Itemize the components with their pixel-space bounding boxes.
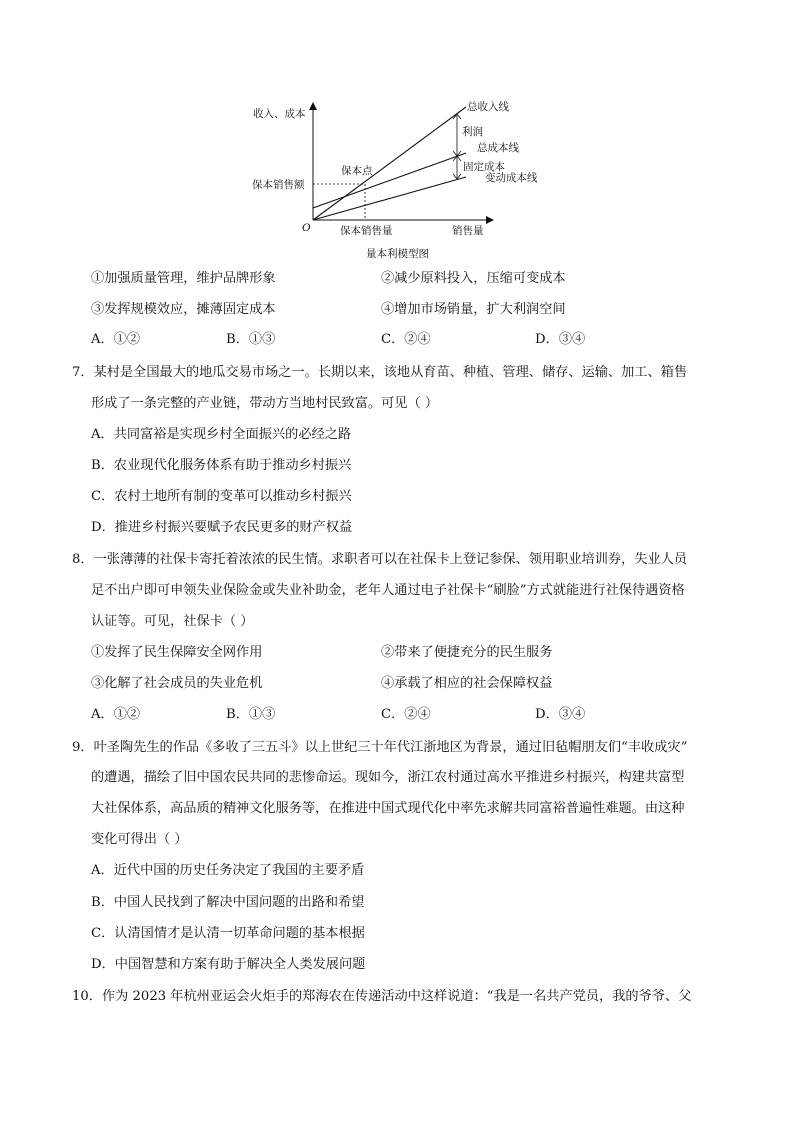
- q7-choice-b: B．农业现代化服务体系有助于推动乡村振兴: [91, 458, 352, 473]
- q6-option-1: ①加强质量管理，维护品牌形象: [91, 271, 276, 286]
- q7-choice-d: D．推进乡村振兴要赋予农民更多的财产权益: [91, 520, 353, 535]
- q8-stem-line1: 8．一张薄薄的社保卡寄托着浓浓的民生情。求职者可以在社保卡上登记参保、领用职业培训券，失业人员: [72, 552, 688, 567]
- total-revenue-line: [313, 107, 466, 220]
- fixed-cost-label: 固定成本: [463, 161, 505, 173]
- y-axis-label: 收入、成本: [253, 108, 306, 120]
- q9-choice-a: A．近代中国的历史任务决定了我国的主要矛盾: [91, 863, 365, 878]
- x-axis-label: 销售量: [452, 225, 484, 237]
- q9-stem-line1: 9．叶圣陶先生的作品《多收了三五斗》以上世纪三十年代江浙地区为背景，通过旧毡帽朋友们“丰收成灾”: [72, 740, 688, 755]
- q6-option-3: ③发挥规模效应，摊薄固定成本: [91, 302, 276, 317]
- breakeven-volume-label: 保本销售量: [340, 225, 393, 237]
- q9-choice-d: D．中国智慧和方案有助于解决全人类发展问题: [91, 957, 366, 972]
- q6-choice-c: C．②④: [381, 332, 431, 347]
- variable-cost-label: 变动成本线: [485, 172, 538, 184]
- q7-choice-a: A．共同富裕是实现乡村全面振兴的必经之路: [91, 427, 352, 442]
- cost-volume-profit-diagram: [240, 95, 560, 265]
- q8-option-4: ④承载了相应的社会保障权益: [381, 676, 553, 691]
- q8-choice-a: A．①②: [91, 707, 141, 722]
- q8-option-3: ③化解了社会成员的失业危机: [91, 676, 263, 691]
- q8-stem-line2: 足不出户即可申领失业保险金或失业补助金，老年人通过电子社保卡“刷脸”方式就能进行社保待遇资格: [91, 583, 685, 598]
- total-cost-line: [313, 153, 466, 208]
- profit-label: 利润: [462, 126, 483, 138]
- q10-stem-line1: 10．作为 2023 年杭州亚运会火炬手的郑海农在传递活动中这样说道：“我是一名共产党员，我的爷爷、父: [72, 989, 692, 1004]
- q8-stem-line3: 认证等。可见，社保卡（ ）: [91, 614, 254, 629]
- q6-choice-d: D．③④: [535, 332, 586, 347]
- q7-choice-c: C．农村土地所有制的变革可以推动乡村振兴: [91, 489, 352, 504]
- q9-choice-c: C．认清国情才是认清一切革命问题的基本根据: [91, 926, 365, 941]
- total-revenue-label: 总收入线: [467, 101, 509, 113]
- origin-label: O: [302, 222, 311, 234]
- q8-choice-b: B．①③: [226, 707, 276, 722]
- q9-stem-line3: 大社保体系，高品质的精神文化服务等，在推进中国式现代化中率先求解共同富裕普遍性难题。由这种: [91, 801, 685, 816]
- q6-choice-b: B．①③: [226, 332, 276, 347]
- total-cost-label: 总成本线: [477, 142, 519, 154]
- q8-choice-c: C．②④: [381, 707, 431, 722]
- q8-choice-d: D．③④: [535, 707, 586, 722]
- q6-option-4: ④增加市场销量，扩大利润空间: [381, 302, 566, 317]
- q9-stem-line4: 变化可得出（ ）: [91, 832, 188, 847]
- breakeven-point-label: 保本点: [341, 165, 373, 177]
- q6-choice-a: A．①②: [91, 332, 141, 347]
- breakeven-sales-label: 保本销售额: [252, 179, 305, 191]
- q8-option-2: ②带来了便捷充分的民生服务: [381, 645, 553, 660]
- q8-option-1: ①发挥了民生保障安全网作用: [91, 645, 263, 660]
- q6-option-2: ②减少原料投入，压缩可变成本: [381, 271, 566, 286]
- q9-choice-b: B．中国人民找到了解决中国问题的出路和希望: [91, 895, 365, 910]
- figure-caption: 量本利模型图: [366, 248, 429, 260]
- variable-cost-line: [313, 177, 466, 220]
- q9-stem-line2: 的遭遇，描绘了旧中国农民共同的悲惨命运。现如今，浙江农村通过高水平推进乡村振兴，构建共富型: [91, 770, 685, 785]
- q7-stem-line1: 7．某村是全国最大的地瓜交易市场之一。长期以来，该地从育苗、种植、管理、储存、运输、加工、箱售: [72, 365, 688, 380]
- q7-stem-line2: 形成了一条完整的产业链，带动方当地村民致富。可见（ ）: [91, 396, 439, 411]
